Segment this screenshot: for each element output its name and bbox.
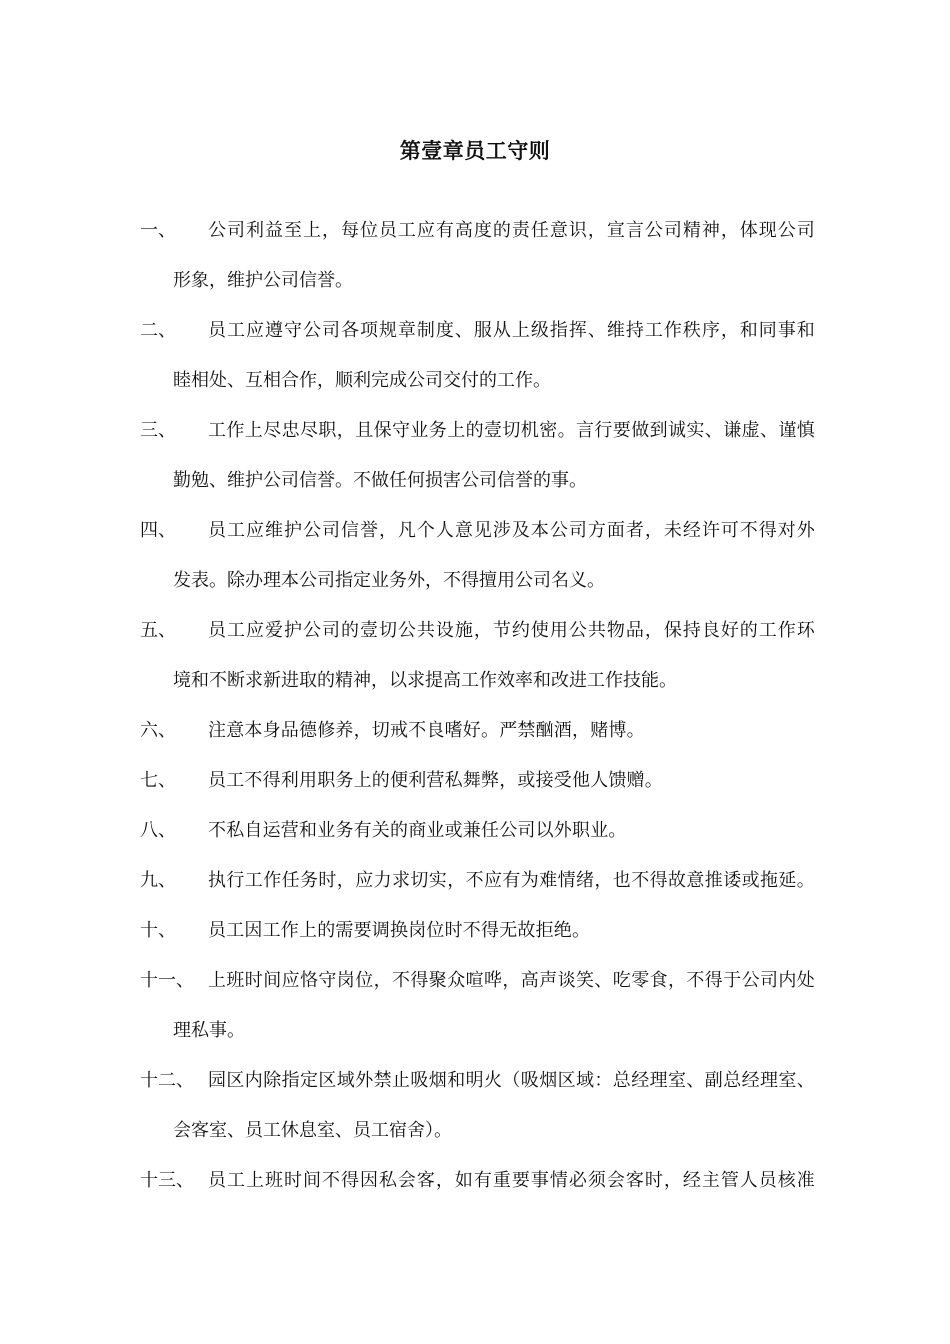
list-item (140, 906, 815, 956)
item-text: 工作上尽忠尽职，且保守业务上的壹切机密。言行要做到诚实、谦虚、谨慎 (208, 420, 815, 441)
list-item (140, 1056, 815, 1156)
item-text-continued: 形象，维护公司信誉。 (173, 270, 353, 291)
list-item (140, 956, 815, 1056)
list-item (140, 806, 815, 856)
item-text: 公司利益至上，每位员工应有高度的责任意识，宣言公司精神，体现公司 (208, 220, 815, 241)
item-text: 员工上班时间不得因私会客，如有重要事情必须会客时，经主管人员核准 (208, 1170, 815, 1191)
item-text: 员工应爱护公司的壹切公共设施，节约使用公共物品，保持良好的工作环 (208, 620, 815, 641)
item-number: 三、 (140, 420, 176, 441)
item-text: 员工应遵守公司各项规章制度、服从上级指挥、维持工作秩序，和同事和 (208, 320, 815, 341)
item-text-continued: 勤勉、维护公司信誉。不做任何损害公司信誉的事。 (173, 470, 587, 491)
list-item (140, 756, 815, 806)
item-text-continued: 理私事。 (173, 1020, 245, 1041)
list-item (140, 506, 815, 606)
item-text: 不私自运营和业务有关的商业或兼任公司以外职业。 (208, 820, 627, 841)
item-number: 十三、 (140, 1170, 194, 1191)
item-number: 一、 (140, 220, 176, 241)
list-item (140, 306, 815, 406)
list-item (140, 606, 815, 706)
item-text: 注意本身品德修养，切戒不良嗜好。严禁酗酒，赌博。 (208, 720, 645, 741)
item-text: 上班时间应恪守岗位，不得聚众喧哗，高声谈笑、吃零食，不得于公司内处 (208, 970, 815, 991)
item-number: 十、 (140, 920, 176, 941)
list-item (140, 406, 815, 506)
item-text-continued: 发表。除办理本公司指定业务外，不得擅用公司名义。 (173, 570, 605, 591)
item-text: 员工应维护公司信誉，凡个人意见涉及本公司方面者，未经许可不得对外 (208, 520, 815, 541)
item-text: 园区内除指定区域外禁止吸烟和明火（吸烟区域：总经理室、副总经理室、 (208, 1070, 815, 1091)
page-title: 第壹章员工守则 (399, 139, 551, 163)
item-text-continued: 睦相处、互相合作，顺利完成公司交付的工作。 (173, 370, 551, 391)
item-number: 七、 (140, 770, 176, 791)
item-number: 四、 (140, 520, 176, 541)
item-text-continued: 境和不断求新进取的精神，以求提高工作效率和改进工作技能。 (173, 670, 677, 691)
item-number: 十一、 (140, 970, 194, 991)
item-text: 员工因工作上的需要调换岗位时不得无故拒绝。 (208, 920, 591, 941)
item-number: 九、 (140, 870, 176, 891)
item-number: 十二、 (140, 1070, 194, 1091)
list-item (140, 1156, 815, 1206)
item-number: 五、 (140, 620, 176, 641)
item-number: 六、 (140, 720, 176, 741)
list-item (140, 706, 815, 756)
item-text: 员工不得利用职务上的便利营私舞弊，或接受他人馈赠。 (208, 770, 663, 791)
list-item (140, 206, 815, 306)
list-item (140, 856, 815, 906)
item-text: 执行工作任务时，应力求切实，不应有为难情绪，也不得故意推诿或拖延。 (208, 870, 815, 891)
item-number: 八、 (140, 820, 176, 841)
item-number: 二、 (140, 320, 176, 341)
item-text-continued: 会客室、员工休息室、员工宿舍）。 (173, 1120, 452, 1141)
rules-list (140, 206, 815, 1206)
